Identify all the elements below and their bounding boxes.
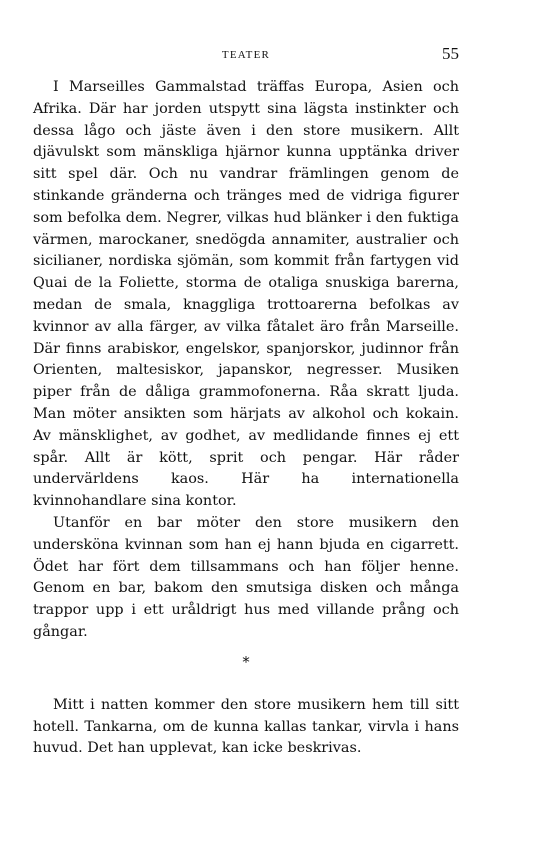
page-number: 55 xyxy=(442,44,459,63)
running-title: TEATER xyxy=(221,49,271,61)
paragraph: Mitt i natten kommer den store musikern hem till sitt hotell. Tankarna, om de kunna kallas tankar, virvla i hans huvud. Det han upplevat, kan icke beskrivas. xyxy=(33,696,459,757)
paragraph: I Marseilles Gammalstad träffas Europa, Asien och Afrika. Där har jorden utspytt sina lägsta instinkter och dessa lågo och jäste även i den store musikern. Allt djävulskt som mänskliga hjärnor kunna upptänka driver sitt spel där. Och nu vandrar främlingen genom de stinkande gränderna och tränges med de vidriga figurer som befolka dem. Negrer, vilkas hud blänker i den fuktiga värmen, marockaner, snedögda annamiter, australier och sicilianer, nordiska sjömän, som kommit från fartygen vid Quai de la Foliette, storma de otaliga snuskiga barerna, medan de smala, knaggliga trottoarerna befolkas av kvinnor av alla färger, av vilka fåtalet äro från Marseille. Där finns arabiskor, engelskor, spanjorskor, judinnor från Orienten, maltesiskor, japanskor, negresser. Musiken piper från de dåliga grammofonerna. Råa skratt ljuda. Man möter ansikten som härjats av alkohol och kokain. Av mänsklighet, av godhet, av medlidande finnes ej ett spår. Allt är kött, sprit och pengar. Här råder undervärldens kaos. Här ha internationella kvinnohandlare sina kontor. xyxy=(33,79,459,510)
paragraph: Utanför en bar möter den store musikern den undersköna kvinnan som han ej hann bjuda en cigarrett. Ödet har fört dem tillsammans och han följer henne. Genom en bar, bakom den smutsiga disken och många trappor upp i ett uråldrigt hus med villande prång och gångar. xyxy=(33,514,459,640)
section-break-asterisk: * xyxy=(242,652,250,671)
body-text xyxy=(33,77,459,760)
running-head xyxy=(33,44,459,68)
